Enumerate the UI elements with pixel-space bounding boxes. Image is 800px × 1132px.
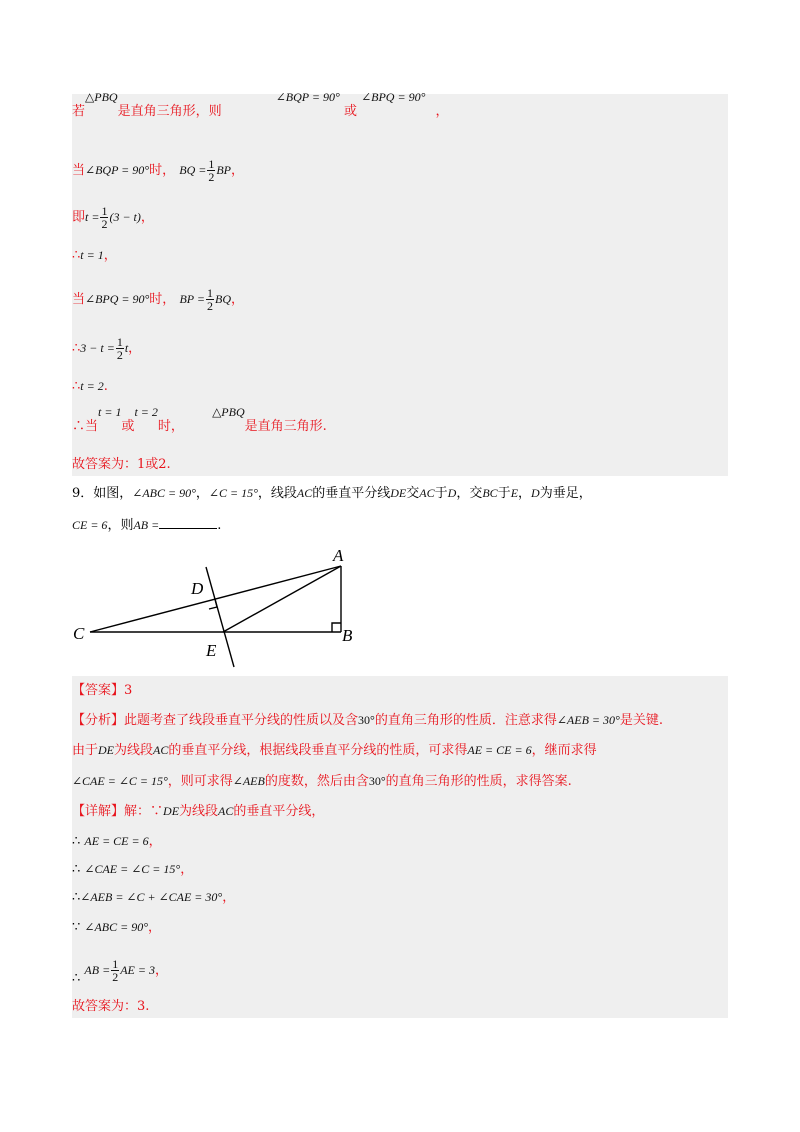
- text: 为垂足，: [539, 486, 592, 501]
- text: ，: [103, 248, 117, 263]
- text: 时，: [149, 292, 176, 307]
- math-point: E: [510, 486, 519, 500]
- math-eq: ∠CAE = ∠C = 15°: [72, 774, 168, 788]
- detail-line3: [72, 860, 193, 879]
- fraction: $\frac{1}{2}$: [112, 957, 119, 984]
- text: ，: [148, 920, 162, 935]
- label-e: E: [206, 641, 217, 660]
- text: 或: [343, 104, 357, 119]
- text: 于: [497, 486, 511, 501]
- label-d: D: [191, 579, 204, 598]
- text: 为线段: [179, 804, 219, 819]
- text: 交: [406, 486, 420, 501]
- math-point: D: [531, 486, 540, 500]
- text: ，: [231, 163, 245, 178]
- text: 解：∵: [124, 804, 164, 819]
- text: 时，: [157, 419, 184, 434]
- text: 即: [72, 210, 86, 225]
- math-lhs: 3 − t =: [80, 341, 115, 355]
- detail-line2: [72, 832, 162, 851]
- analysis-tag: 【分析】: [72, 713, 125, 728]
- text: ，: [140, 210, 154, 225]
- analysis-line1: [72, 711, 663, 730]
- detail-tag: 【详解】: [72, 804, 125, 819]
- solution1-line7: [72, 377, 108, 396]
- because-symbol: ∵: [72, 920, 81, 935]
- fraction: $\frac{1}{2}$: [116, 335, 123, 362]
- solution1-answer: 故答案为：1或2.: [72, 457, 171, 472]
- math-segment: AC: [153, 743, 169, 757]
- text: ，: [518, 486, 532, 501]
- detail-line4: [72, 888, 235, 907]
- math-rhs: BQ: [215, 292, 231, 306]
- math-segment: DE: [163, 804, 180, 818]
- math-eq: ∠CAE = ∠C = 15°: [84, 862, 181, 876]
- text: ，继而求得: [531, 743, 597, 758]
- text: ，则: [107, 518, 134, 533]
- answer-blank: [159, 516, 217, 529]
- text: ，: [195, 486, 209, 501]
- math-deg: 30°: [358, 713, 375, 727]
- math-angle-bpq: ∠BPQ = 90°: [361, 90, 426, 104]
- text: ，线段: [257, 486, 297, 501]
- answer-tag: 【答案】: [72, 683, 125, 698]
- solution1-line6: [72, 336, 141, 361]
- text: 是关键.: [619, 713, 663, 728]
- therefore-symbol: ∴: [72, 862, 81, 877]
- segment-ae: [223, 566, 341, 632]
- text: ，: [128, 341, 142, 356]
- math-segment: DE: [98, 743, 115, 757]
- text: 的垂直平分线: [312, 486, 391, 501]
- math-lhs: BQ =: [179, 163, 207, 177]
- solution1-line3: [72, 205, 154, 230]
- math-segment: BC: [482, 486, 498, 500]
- text: 若: [72, 104, 86, 119]
- solution1-line8: [72, 405, 327, 436]
- text: ，: [435, 104, 449, 119]
- math-rhs: BP: [216, 163, 231, 177]
- math-eq: AE = CE = 6: [84, 834, 149, 848]
- text: ∴: [72, 341, 81, 356]
- text: 当: [72, 163, 86, 178]
- text: ∴当: [72, 419, 99, 434]
- fraction: $\frac{1}{2}$: [208, 157, 215, 184]
- math-rhs: (3 − t): [109, 210, 141, 224]
- math-eq: ∠AEB = ∠C + ∠CAE = 30°: [80, 890, 223, 904]
- text: 的直角三角形的性质．注意求得: [374, 713, 557, 728]
- text: 的直角三角形的性质，求得答案.: [385, 774, 572, 789]
- geometry-figure: [60, 540, 380, 670]
- text: 此题考查了线段垂直平分线的性质以及含: [124, 713, 359, 728]
- math-segment: AC: [296, 486, 313, 500]
- math-point: D: [447, 486, 457, 500]
- text: 于: [434, 486, 448, 501]
- text: 由于: [72, 743, 99, 758]
- math-eq: t = 1: [80, 248, 104, 262]
- solution1-line1: [72, 90, 449, 121]
- math-segment: AC: [419, 486, 435, 500]
- text: ，: [180, 862, 194, 877]
- label-a: A: [333, 546, 344, 565]
- text: 的度数，然后由含: [264, 774, 369, 789]
- text: ，: [154, 963, 168, 978]
- solution1-line2: [72, 158, 244, 183]
- fraction: $\frac{1}{2}$: [101, 204, 108, 231]
- math-condition: ∠BPQ = 90°: [85, 292, 150, 306]
- text: 为线段: [114, 743, 154, 758]
- answer-line: [72, 682, 132, 700]
- text: ，交: [456, 486, 483, 501]
- label-b: B: [342, 626, 353, 645]
- text: 或: [121, 419, 135, 434]
- text: .: [103, 379, 108, 394]
- text: 9．如图，: [72, 486, 133, 501]
- math-value: t = 2: [134, 405, 158, 419]
- text: ，: [148, 834, 162, 849]
- analysis-line2: [72, 741, 597, 760]
- text: ，: [222, 890, 236, 905]
- question9-line1: [72, 484, 592, 503]
- analysis-line3: [72, 772, 572, 791]
- math-eq: ∠ABC = 90°: [84, 920, 149, 934]
- final-answer: 故答案为：3.: [72, 999, 150, 1014]
- math-segment: DE: [390, 486, 407, 500]
- math-angle-c: ∠C = 15°: [208, 486, 258, 500]
- question9-line2: [72, 516, 221, 535]
- text: 的垂直平分线，根据线段垂直平分线的性质，可求得: [168, 743, 468, 758]
- math-lhs: t =: [85, 210, 100, 224]
- therefore-symbol: ∴: [72, 971, 81, 986]
- fraction: $\frac{1}{2}$: [207, 286, 213, 313]
- text: ，: [231, 292, 245, 307]
- math-triangle-pbq: △PBQ: [85, 90, 118, 104]
- text: .: [217, 518, 222, 533]
- right-angle-mark-b: [332, 623, 341, 632]
- math-condition: ∠BQP = 90°: [85, 163, 150, 177]
- therefore-symbol: ∴: [72, 890, 81, 905]
- therefore-symbol: ∴: [72, 834, 81, 849]
- answer-value: 3: [124, 683, 133, 698]
- text: ∴: [72, 248, 81, 263]
- solution1-line5: [72, 287, 244, 312]
- text: 是直角三角形.: [244, 419, 327, 434]
- detail-line6: [72, 957, 168, 986]
- text: 是直角三角形，则: [117, 104, 222, 119]
- math-eq: AE = CE = 6: [467, 743, 532, 757]
- text: 当: [72, 292, 86, 307]
- math-eq: ∠AEB = 30°: [556, 713, 620, 727]
- label-c: C: [73, 624, 85, 643]
- math-rhs: AE = 3: [120, 963, 155, 977]
- math-deg: 30°: [368, 774, 386, 788]
- math-lhs: AB =: [84, 963, 111, 977]
- math-angle-abc: ∠ABC = 90°: [132, 486, 196, 500]
- math-eq: AB =: [133, 518, 160, 532]
- math-eq: t = 2: [80, 379, 104, 393]
- math-eq: CE = 6: [72, 518, 108, 532]
- text: ∴: [72, 379, 81, 394]
- math-lhs: BP =: [179, 292, 205, 306]
- text: 的垂直平分线，: [233, 804, 325, 819]
- math-rhs: t: [124, 341, 129, 355]
- detail-line5: [72, 918, 161, 937]
- math-angle: ∠AEB: [232, 774, 265, 788]
- text: 时，: [149, 163, 176, 178]
- detail-line1: [72, 802, 324, 821]
- math-segment: AC: [218, 804, 234, 818]
- math-triangle-pbq: △PBQ: [212, 405, 245, 419]
- math-angle-bqp: ∠BQP = 90°: [275, 90, 340, 104]
- text: ，则可求得: [167, 774, 233, 789]
- math-value: t = 1: [98, 405, 122, 419]
- solution1-line4: [72, 246, 117, 265]
